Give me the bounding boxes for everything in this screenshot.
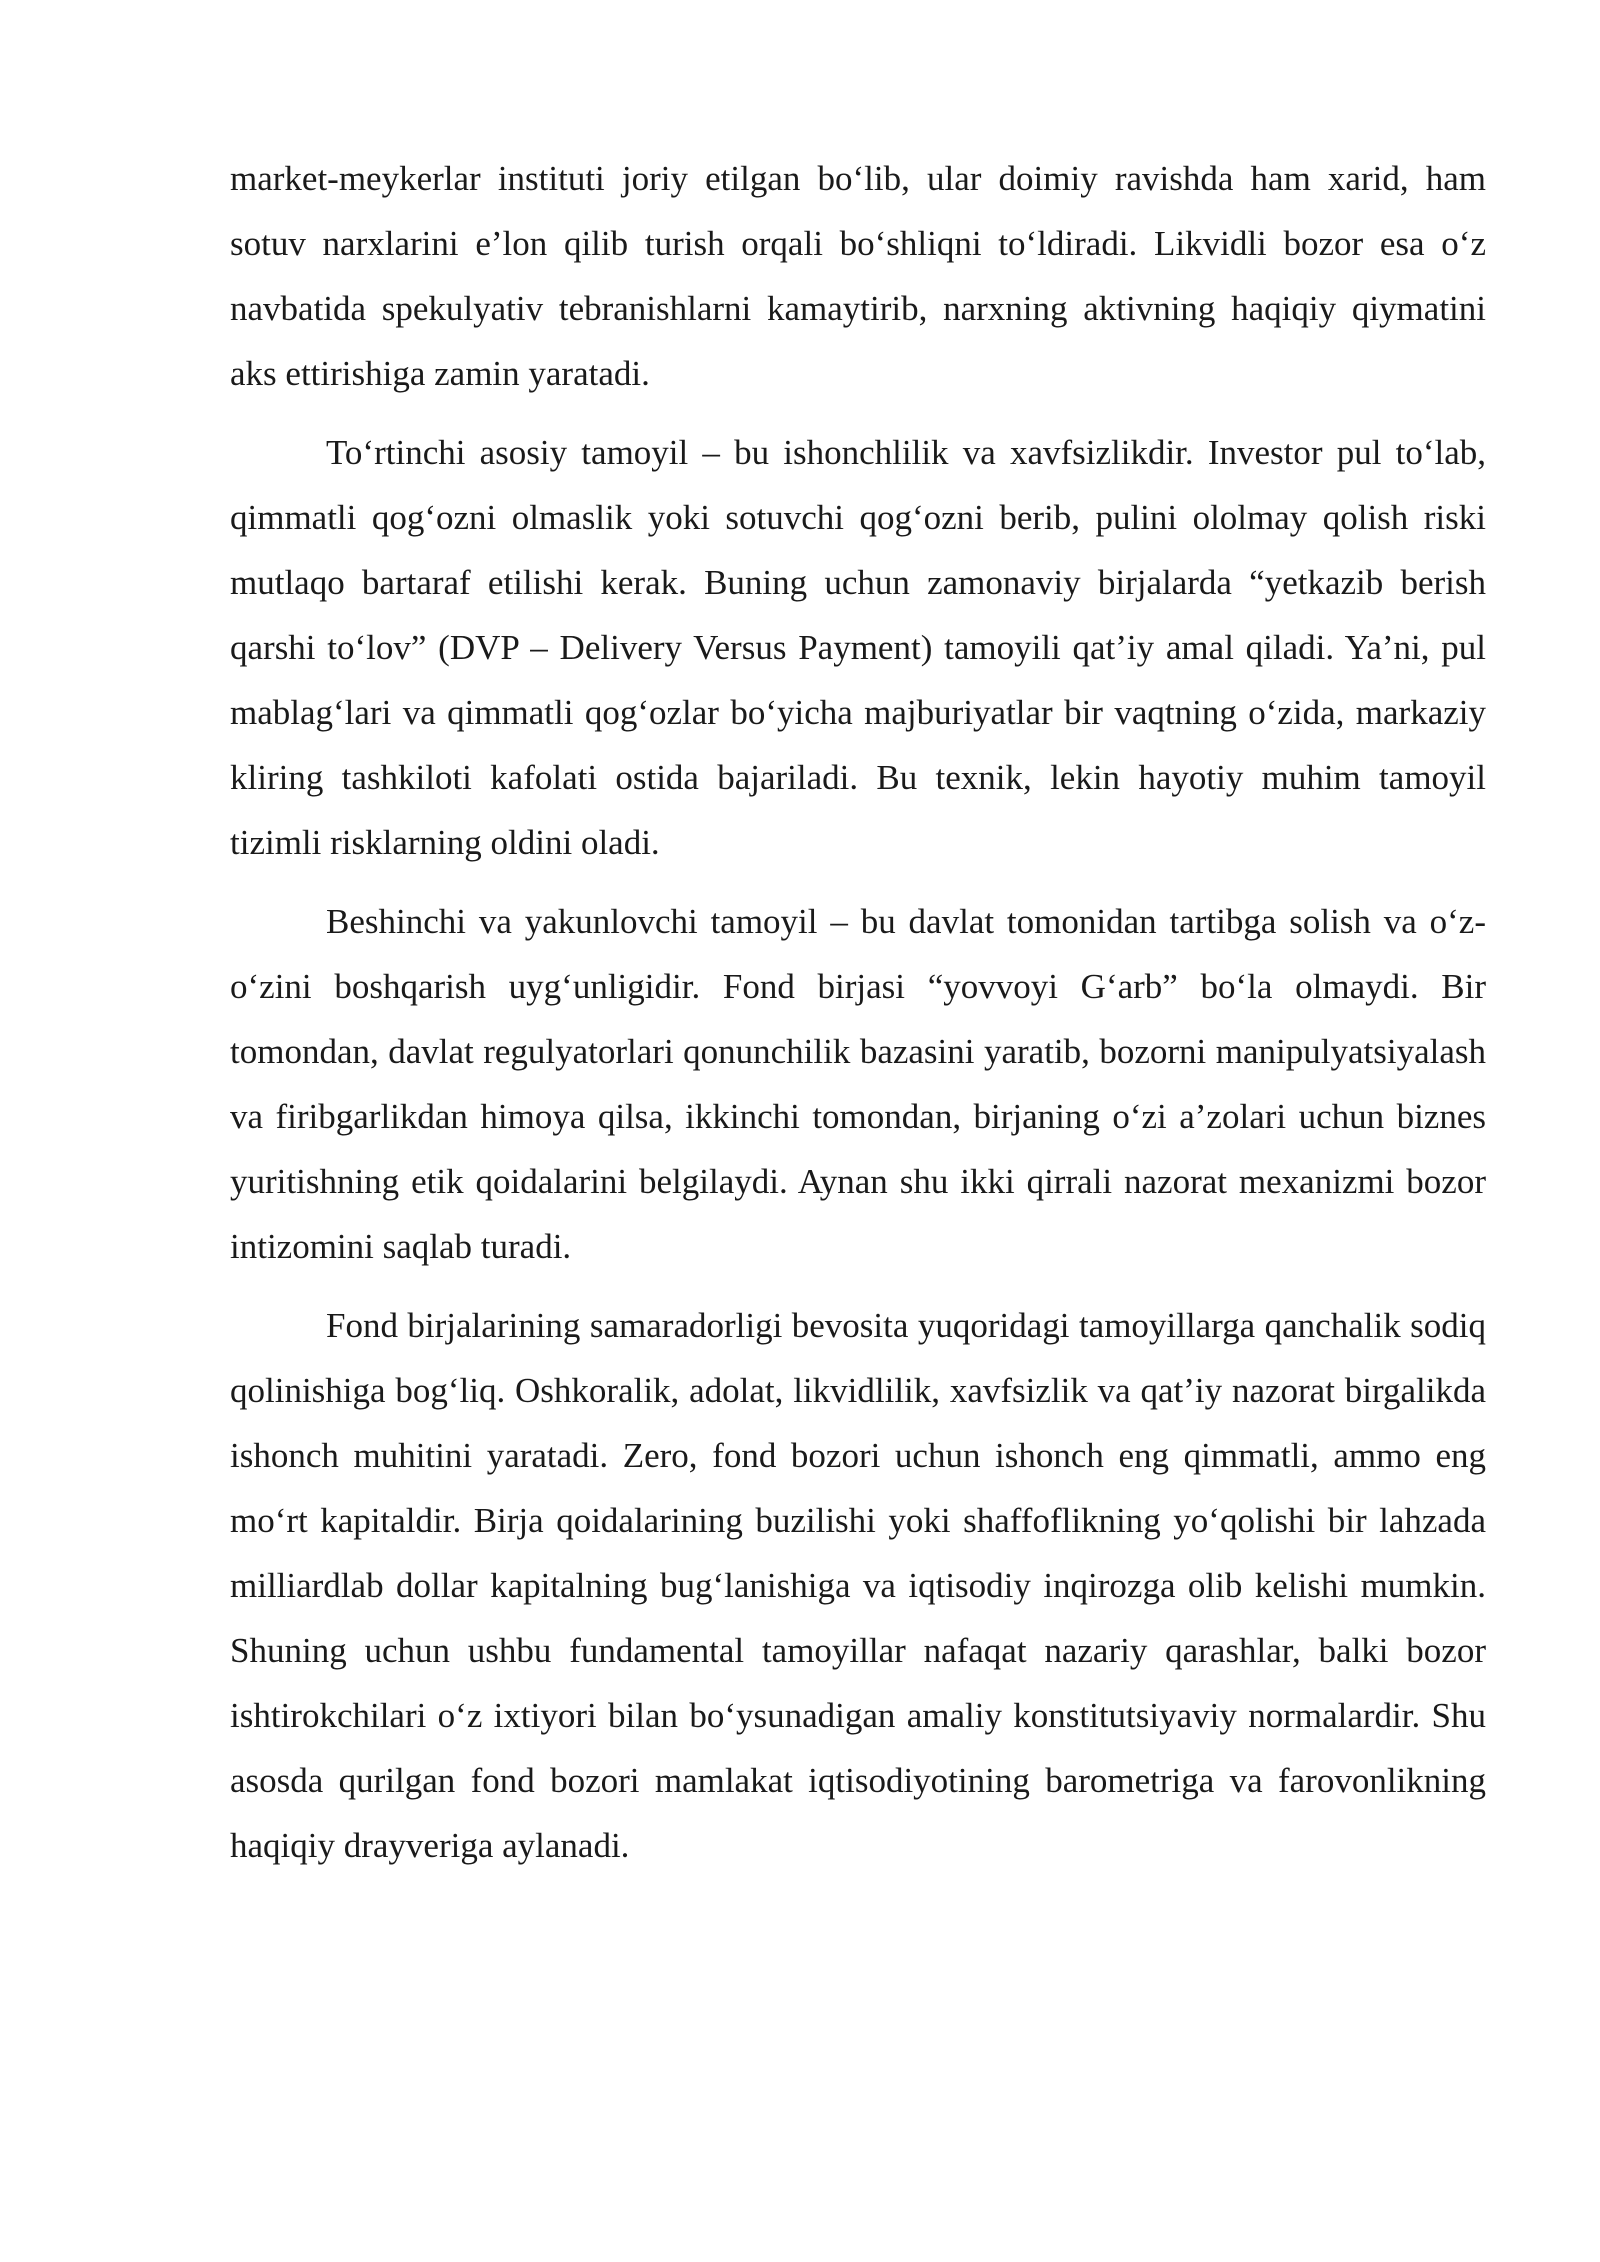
paragraph-fifth-principle: Beshinchi va yakunlovchi tamoyil – bu davlat tomonidan tartibga solish va o‘z-o‘zini boshqarish uyg‘unligidir. Fond birjasi “yovvoyi G‘arb” bo‘la olmaydi. Bir tomondan, davlat regulyatorlari qonunchilik bazasini yaratib, bozorni manipulyatsiyalash va firibgarlikdan himoya qilsa, ikkinchi tomondan, birjaning o‘zi a’zolari uchun biznes yuritishning etik qoidalarini belgilaydi. Aynan shu ikki qirrali nazorat mexanizmi bozor intizomini saqlab turadi. [230, 902, 1486, 1266]
paragraph-continuation: market-meykerlar instituti joriy etilgan bo‘lib, ular doimiy ravishda ham xarid, ham sotuv narxlarini e’lon qilib turish orqali bo‘shliqni to‘ldiradi. Likvidli bozor esa o‘z navbatida spekulyativ tebranishlarni kamaytirib, narxning aktivning haqiqiy qiymatini aks ettirishiga zamin yaratadi. [230, 159, 1486, 393]
document-body [230, 146, 1486, 1892]
paragraph-conclusion: Fond birjalarining samaradorligi bevosita yuqoridagi tamoyillarga qanchalik sodiq qolinishiga bog‘liq. Oshkoralik, adolat, likvidlilik, xavfsizlik va qat’iy nazorat birgalikda ishonch muhitini yaratadi. Zero, fond bozori uchun ishonch eng qimmatli, ammo eng mo‘rt kapitaldir. Birja qoidalarining buzilishi yoki shaffoflikning yo‘qolishi bir lahzada milliardlab dollar kapitalning bug‘lanishiga va iqtisodiy inqirozga olib kelishi mumkin. Shuning uchun ushbu fundamental tamoyillar nafaqat nazariy qarashlar, balki bozor ishtirokchilari o‘z ixtiyori bilan bo‘ysunadigan amaliy konstitutsiyaviy normalardir. Shu asosda qurilgan fond bozori mamlakat iqtisodiyotining barometriga va farovonlikning haqiqiy drayveriga aylanadi. [230, 1306, 1486, 1865]
paragraph-fourth-principle: To‘rtinchi asosiy tamoyil – bu ishonchlilik va xavfsizlikdir. Investor pul to‘lab, qimmatli qog‘ozni olmaslik yoki sotuvchi qog‘ozni berib, pulini ololmay qolish riski mutlaqo bartaraf etilishi kerak. Buning uchun zamonaviy birjalarda “yetkazib berish qarshi to‘lov” (DVP – Delivery Versus Payment) tamoyili qat’iy amal qiladi. Ya’ni, pul mablag‘lari va qimmatli qog‘ozlar bo‘yicha majburiyatlar bir vaqtning o‘zida, markaziy kliring tashkiloti kafolati ostida bajariladi. Bu texnik, lekin hayotiy muhim tamoyil tizimli risklarning oldini oladi. [230, 433, 1486, 862]
